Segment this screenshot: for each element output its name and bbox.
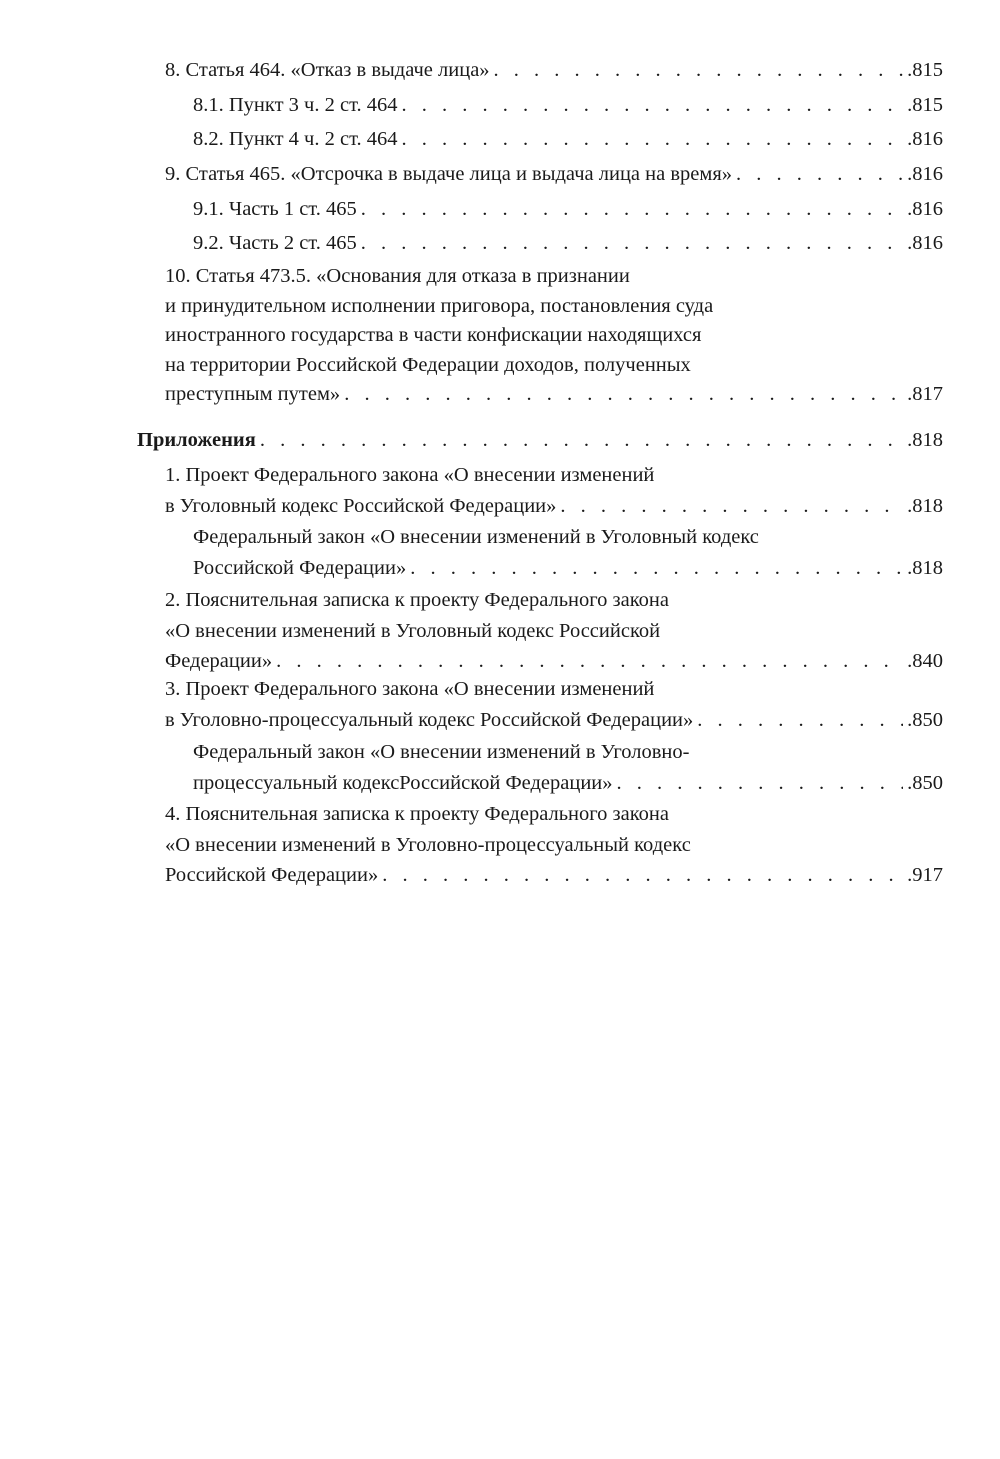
- toc-appendix-3: [165, 674, 943, 735]
- toc-appendix-4: [165, 799, 943, 891]
- toc-page-number: .917: [907, 864, 943, 886]
- toc-last-line: [165, 705, 943, 736]
- dot-leader: [260, 425, 903, 456]
- toc-appendix-2: [165, 585, 943, 677]
- dot-leader: [494, 55, 904, 86]
- dot-leader: [617, 768, 904, 799]
- toc-page-number: .816: [907, 198, 943, 220]
- toc-entry-9-1: [193, 194, 943, 225]
- toc-entry-title-line: и принудительном исполнении приговора, постановления суда: [165, 294, 714, 317]
- toc-entry-9-2: [193, 228, 943, 259]
- toc-last-line: [165, 159, 943, 190]
- toc-appendix-1: [165, 460, 943, 521]
- toc-entry-title: Российской Федерации»: [193, 556, 407, 579]
- toc-entry-title: 9.2. Часть 2 ст. 465: [193, 232, 357, 254]
- toc-last-line: [193, 768, 943, 799]
- toc-last-line: [165, 55, 943, 86]
- toc-entry-title: 9.1. Часть 1 ст. 465: [193, 198, 357, 220]
- toc-last-line: [193, 228, 943, 259]
- toc-last-line: [193, 553, 943, 584]
- dot-leader: [361, 228, 903, 259]
- dot-leader: [402, 124, 904, 155]
- toc-page-number: .815: [907, 59, 943, 81]
- dot-leader: [560, 491, 903, 522]
- dot-leader: [736, 159, 903, 190]
- toc-entry-title-line: 10. Статья 473.5. «Основания для отказа в признании: [165, 265, 630, 287]
- toc-page-number: .840: [907, 650, 943, 672]
- dot-leader: [402, 90, 904, 121]
- toc-last-line: [165, 860, 943, 891]
- toc-page-number: .816: [907, 163, 943, 185]
- toc-entry-title-line: Федеральный закон «О внесении изменений в Уголовный кодекс: [193, 526, 759, 548]
- toc-last-line: [165, 491, 943, 522]
- toc-page-number: .817: [907, 383, 943, 405]
- toc-entry-title: в Уголовный кодекс Российской Федерации»: [165, 494, 557, 517]
- dot-leader: [276, 646, 903, 677]
- toc-last-line: [193, 124, 943, 155]
- toc-page-number: .850: [907, 708, 943, 731]
- toc-entry-8: [165, 55, 943, 86]
- toc-page-number: .816: [907, 232, 943, 254]
- toc-entry-title: в Уголовно-процессуальный кодекс Российской Федерации»: [165, 708, 694, 731]
- toc-entry-title-line: 3. Проект Федерального закона «О внесении изменений: [165, 678, 655, 700]
- toc-appendix-1-law: [193, 522, 943, 583]
- toc-entry-8-2: [193, 124, 943, 155]
- toc-entry-title: Федерации»: [165, 650, 273, 672]
- toc-entry-title: Российской Федерации»: [165, 864, 379, 886]
- toc-page-number: .818: [907, 429, 943, 451]
- dot-leader: [697, 705, 903, 736]
- toc-entry-title-line: «О внесении изменений в Уголовно-процессуальный кодекс: [165, 833, 691, 856]
- toc-appendix-3-law: [193, 737, 943, 798]
- toc-last-line: [165, 646, 943, 677]
- toc-entry-title: 8.2. Пункт 4 ч. 2 ст. 464: [193, 128, 398, 150]
- toc-last-line: [137, 425, 943, 456]
- dot-leader: [361, 194, 903, 225]
- toc-page-number: .818: [907, 556, 943, 579]
- toc-entry-10: [165, 262, 943, 410]
- dot-leader: [344, 380, 903, 410]
- toc-entry-title-line: 4. Пояснительная записка к проекту Федерального закона: [165, 803, 669, 825]
- toc-entry-title-line: 1. Проект Федерального закона «О внесении изменений: [165, 464, 655, 486]
- toc-page-number: .816: [907, 128, 943, 150]
- toc-entry-title-line: на территории Российской Федерации доходов, полученных: [165, 353, 691, 376]
- dot-leader: [382, 860, 903, 891]
- toc-page-number: .818: [907, 494, 943, 517]
- toc-last-line: [193, 194, 943, 225]
- toc-entry-title-line: 2. Пояснительная записка к проекту Федерального закона: [165, 589, 669, 611]
- toc-entry-title-line: Федеральный закон «О внесении изменений в Уголовно-: [193, 741, 690, 763]
- toc-section-appendices: [137, 425, 943, 456]
- toc-entry-title-line: иностранного государства в части конфискации находящихся: [165, 324, 702, 346]
- dot-leader: [410, 553, 903, 584]
- toc-entry-9: [165, 159, 943, 190]
- toc-page-number: .815: [907, 94, 943, 116]
- toc-entry-title: преступным путем»: [165, 383, 341, 405]
- toc-last-line: [165, 380, 943, 410]
- toc-last-line: [193, 90, 943, 121]
- toc-entry-title: процессуальный кодексРоссийской Федерации»: [193, 771, 613, 794]
- toc-entry-title-line: «О внесении изменений в Уголовный кодекс Российской: [165, 619, 661, 642]
- toc-page-number: .850: [907, 771, 943, 794]
- toc-section-title: Приложения: [137, 429, 256, 451]
- toc-entry-8-1: [193, 90, 943, 121]
- toc-entry-title: 8. Статья 464. «Отказ в выдаче лица»: [165, 59, 490, 81]
- toc-entry-title: 8.1. Пункт 3 ч. 2 ст. 464: [193, 94, 398, 116]
- toc-entry-title: 9. Статья 465. «Отсрочка в выдаче лица и выдача лица на время»: [165, 163, 733, 185]
